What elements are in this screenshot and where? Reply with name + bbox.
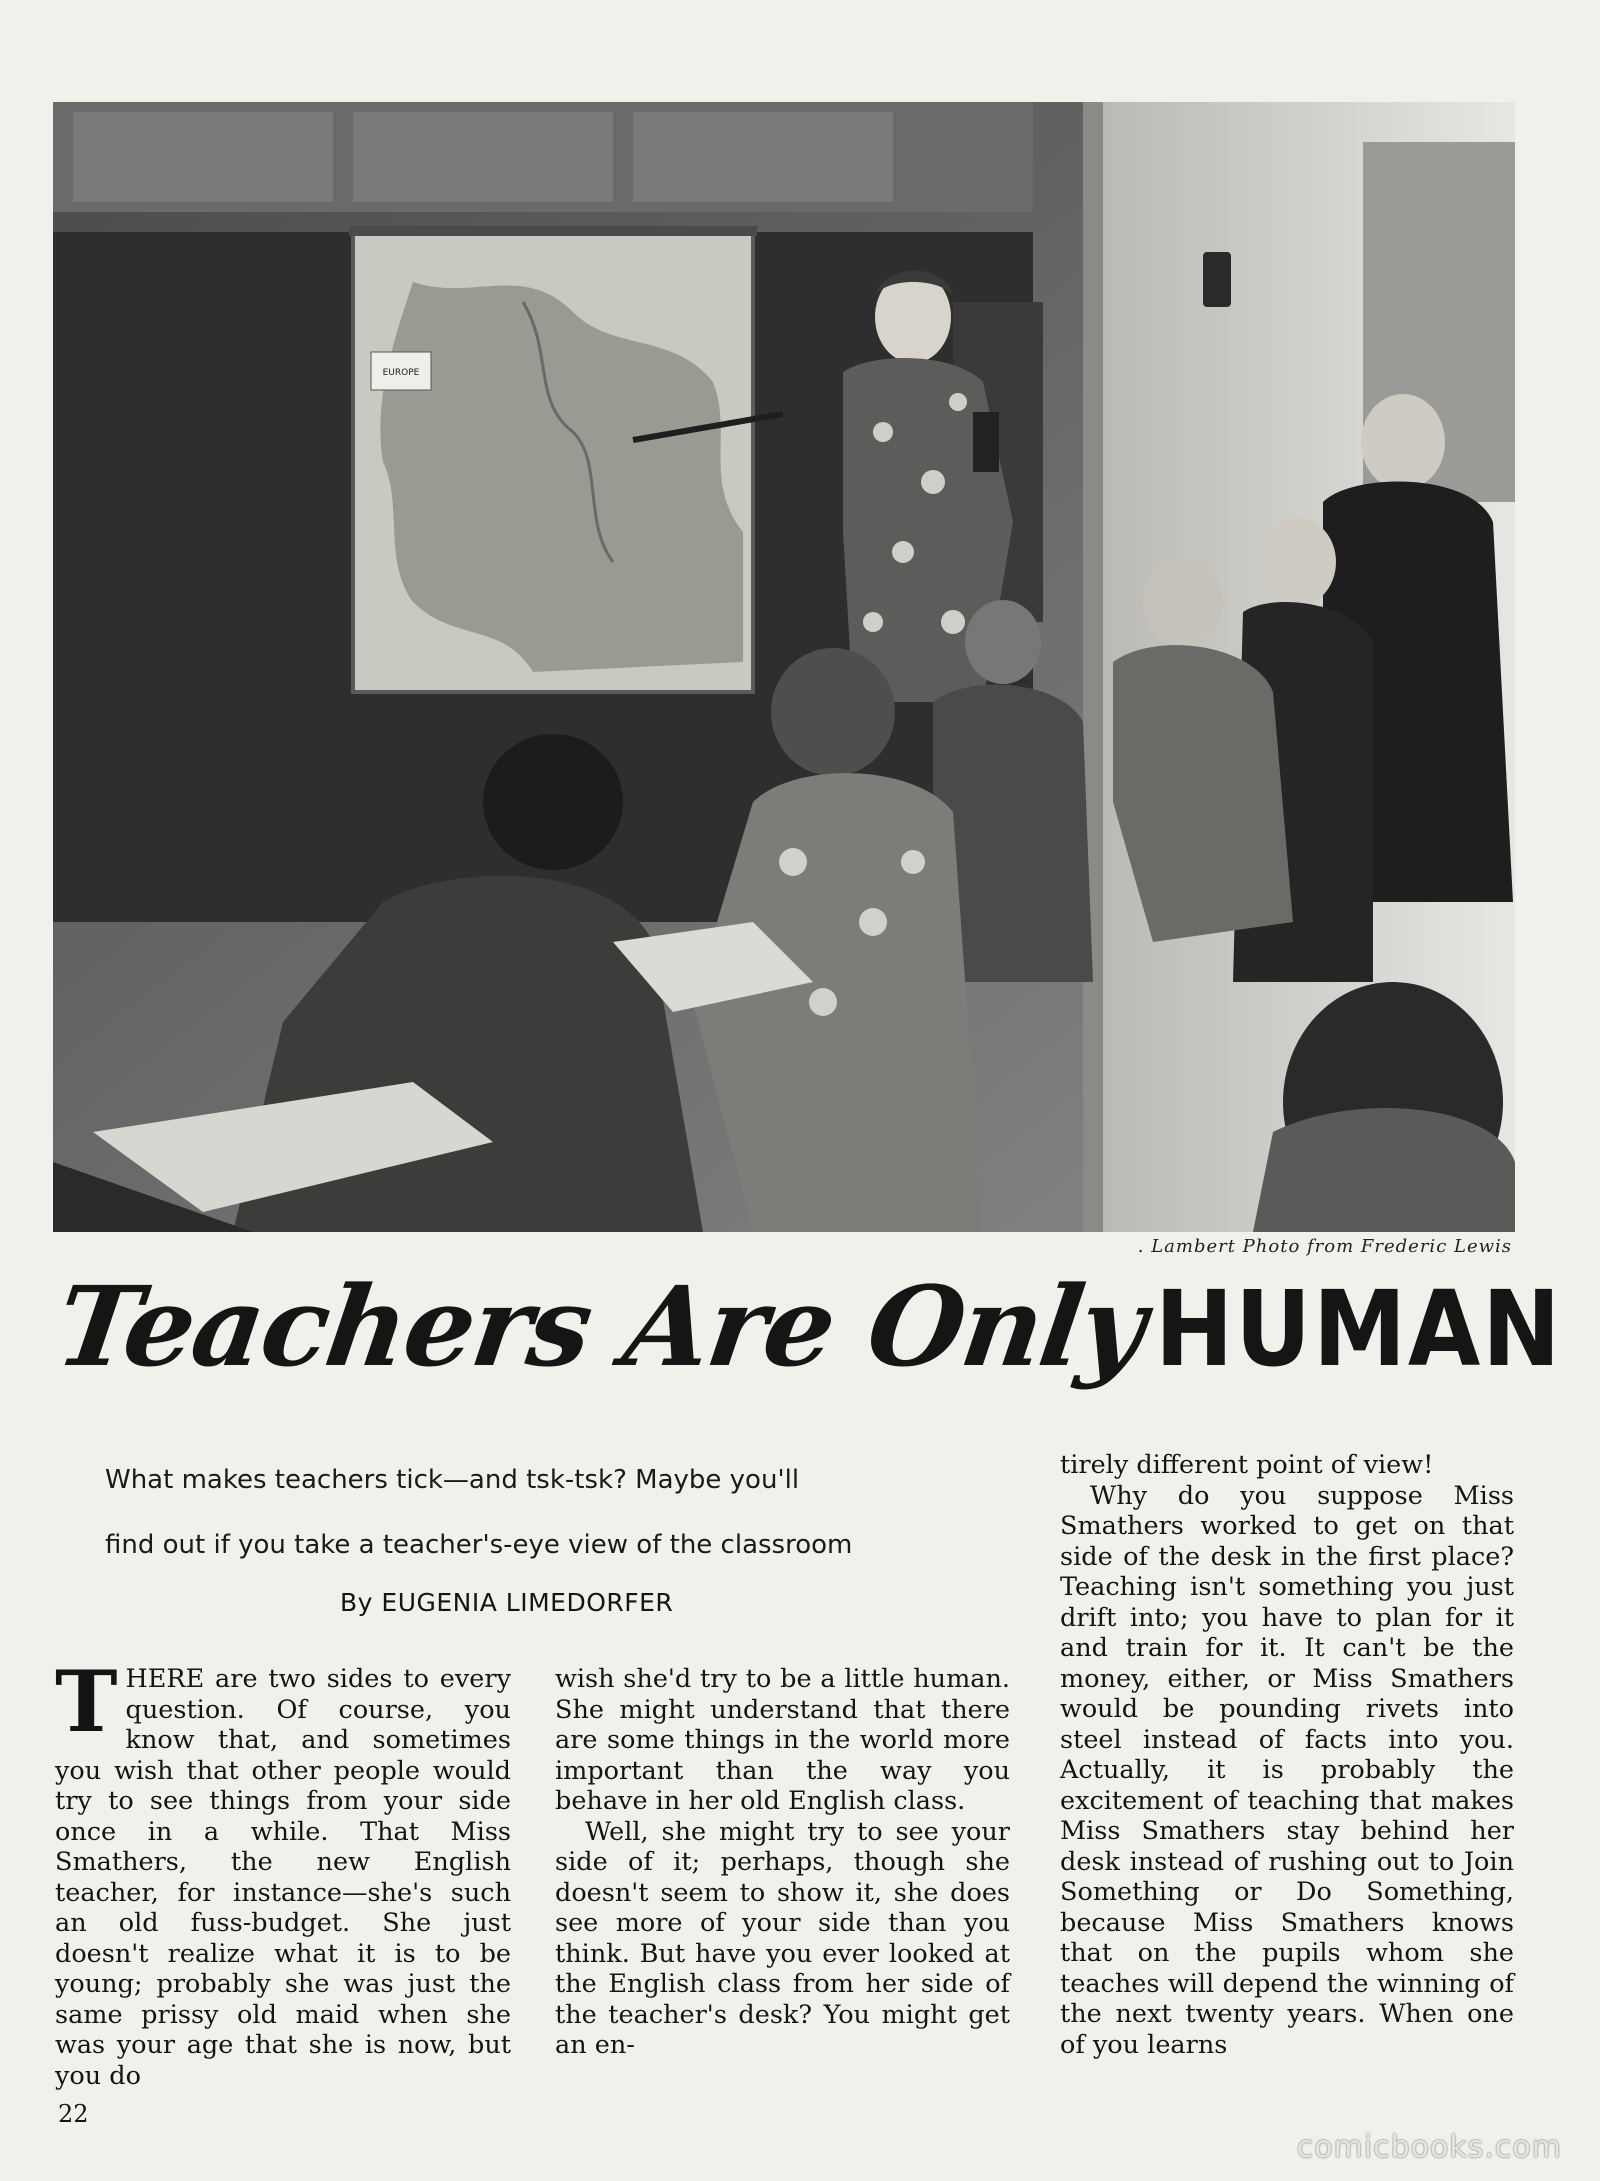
page-number: 22 xyxy=(58,2100,89,2128)
classroom-photo-illustration xyxy=(53,102,1515,1232)
title-bold: HUMAN xyxy=(1154,1268,1562,1390)
article-deck xyxy=(105,1448,1005,1578)
column-2-paragraph-2: Well, she might try to see your side of it; perhaps, though she doesn't seem to show it, she does see more of your side than you think. But have you ever looked at the English class from her side of the teacher's desk? You might get an en- xyxy=(555,1816,1010,2060)
article-column-1 xyxy=(55,1652,511,2091)
classroom-photo xyxy=(53,102,1515,1232)
title-script: Teachers Are Only xyxy=(48,1262,1152,1391)
column-3-paragraph-2: Why do you suppose Miss Smathers worked to get on that side of the desk in the first place? Teaching isn't something you just drift into; you have to plan for it and train for it. It can't be the money, either, or Miss Smathers would be pounding rivets into steel instead of facts into you. Actually, it is probably the excitement of teaching that makes Miss Smathers stay behind her desk instead of rushing out to Join Something or Do Something, because Miss Smathers knows that on the pupils whom she teaches will depend the winning of the next twenty years. When one of you learns xyxy=(1060,1480,1514,2060)
drop-cap: T xyxy=(55,1652,118,1751)
column-1-text: HERE are two sides to every question. Of course, you know that, and sometimes you wish that other people would try to see things from your side once in a while. That Miss Smathers, the new English teacher, for instance—she's such an old fuss-budget. She just doesn't realize what it is to be young; probably she was just the same prissy old maid when she was your age that she is now, but you do xyxy=(55,1664,511,2091)
column-2-paragraph-1: wish she'd try to be a little human. She might understand that there are some things in the world more important than the way you behave in her old English class. xyxy=(555,1664,1010,1816)
deck-line-1: What makes teachers tick—and tsk-tsk? Maybe you'll xyxy=(105,1465,800,1495)
article-title xyxy=(48,1262,1562,1402)
deck-line-2: find out if you take a teacher's-eye view of the classroom xyxy=(105,1530,853,1560)
column-3-paragraph-1: tirely different point of view! xyxy=(1060,1450,1434,1480)
article-column-2 xyxy=(555,1664,1010,2061)
map-label: EUROPE xyxy=(382,368,420,378)
watermark: comicbooks.com xyxy=(1296,2130,1562,2165)
europe-map xyxy=(349,226,757,692)
photo-credit: . Lambert Photo from Frederic Lewis xyxy=(1137,1236,1512,1257)
byline: By EUGENIA LIMEDORFER xyxy=(340,1588,674,1617)
article-column-3 xyxy=(1060,1450,1514,2060)
